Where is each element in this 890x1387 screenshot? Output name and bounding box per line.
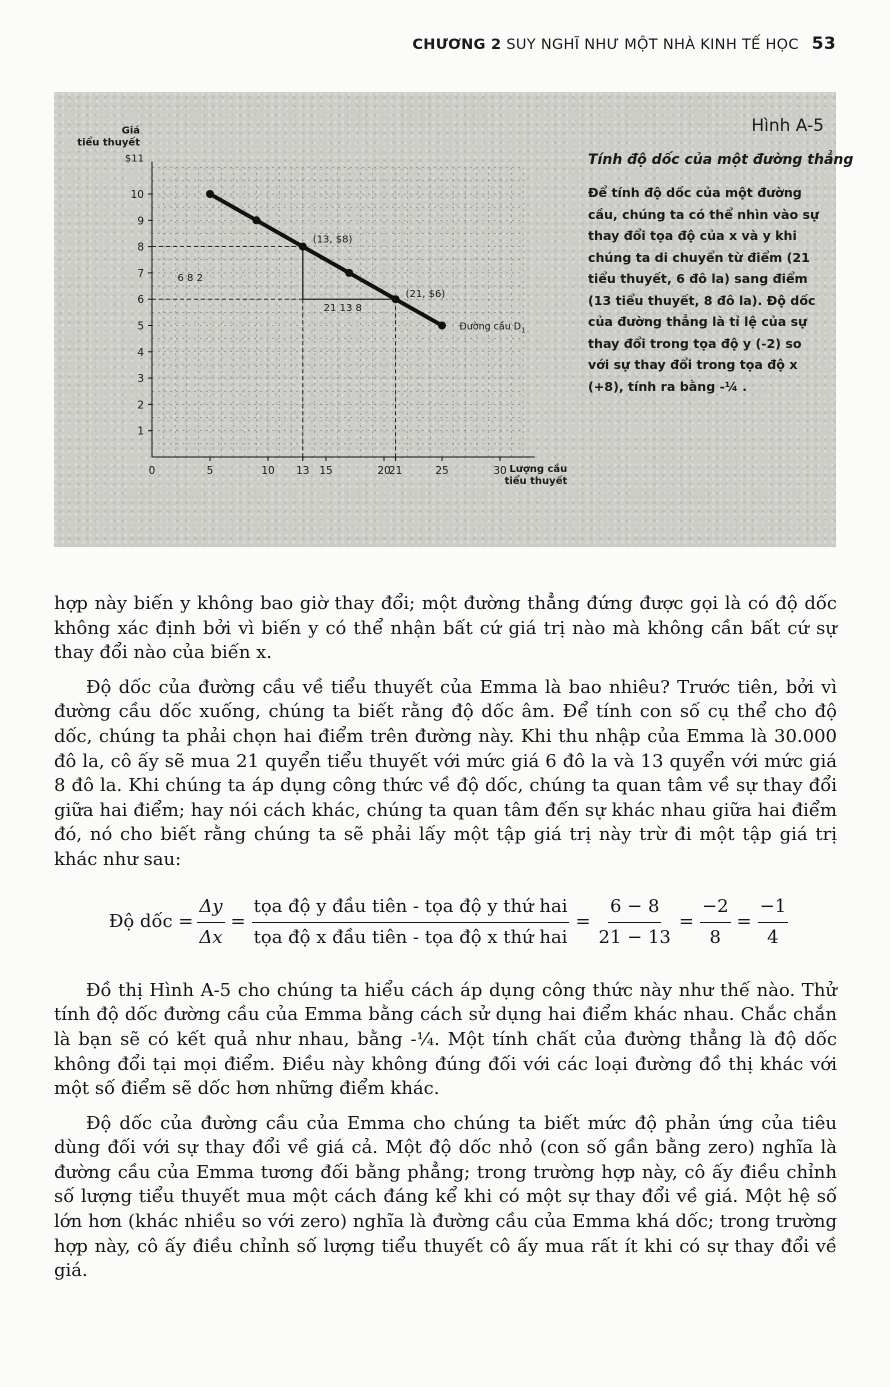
fraction-values-numerator: 6 − 8	[608, 895, 661, 924]
x-tick-label: 20	[377, 465, 391, 477]
x-axis-title: Lượng cầu	[509, 464, 568, 475]
y-axis-title: tiểu thuyết	[77, 137, 140, 149]
demand-point	[438, 322, 446, 330]
x-tick-label: 13	[296, 465, 310, 477]
paragraph-2: Độ dốc của đường cầu về tiểu thuyết của Emma là bao nhiêu? Trước tiên, bởi vì đường cầu dốc xuống, chúng ta biết rằng độ dốc âm. Để tính con số cụ thể cho độ dốc, chúng ta phải chọn hai điểm trên đường này. Khi thu nhập của Emma là 30.000 đô la, cô ấy sẽ mua 21 quyển tiểu thuyết với mức giá 6 đô la và 13 quyển với mức giá 8 đô la. Khi chúng ta áp dụng công thức về độ dốc, chúng ta quan tâm về sự thay đổi giữa hai điểm; hay nói cách khác, chúng ta quan tâm đến sự khác nhau giữa hai điểm đó, nó cho biết rằng chúng ta sẽ phải lấy một tập giá trị này trừ đi một tập giá trị khác như sau:	[54, 676, 837, 870]
body-text	[54, 592, 837, 1294]
demand-point	[392, 295, 400, 303]
slope-formula	[64, 895, 837, 951]
y-tick-label: 6	[137, 294, 144, 307]
fraction-result	[758, 895, 789, 951]
demand-point	[206, 190, 214, 198]
running-header	[0, 34, 836, 54]
y-tick-label: 3	[137, 373, 144, 386]
x-tick-label: 21	[388, 465, 403, 477]
paragraph-3: Đồ thị Hình A-5 cho chúng ta hiểu cách áp dụng công thức này như thế nào. Thử tính độ dốc đường cầu của Emma bằng cách sử dụng hai điểm khác nhau. Chắc chắn là bạn sẽ có kết quả như nhau, bằng -¼. Một tính chất của đường thẳng là độ dốc không đổi tại mọi điểm. Điều này không đúng đối với các loại đường đồ thị khác với một số điểm sẽ dốc hơn những điểm khác.	[54, 979, 837, 1100]
fraction-reduced-numerator: −2	[700, 895, 731, 924]
fraction-delta-denominator: Δx	[199, 927, 223, 949]
page-number: 53	[811, 34, 836, 54]
y-tick-label: 5	[137, 320, 144, 333]
fraction-words-numerator: tọa độ y đầu tiên - tọa độ y thứ hai	[252, 895, 570, 924]
fraction-result-numerator: −1	[758, 895, 789, 924]
x-tick-label: 25	[435, 465, 449, 477]
y-tick-label: 8	[137, 241, 144, 254]
paragraph-4: Độ dốc của đường cầu của Emma cho chúng ta biết mức độ phản ứng của tiêu dùng đối với sự thay đổi về giá cả. Một độ dốc nhỏ (con số gần bằng zero) nghĩa là đường cầu của Emma tương đối bằng phẳng; trong trường hợp này, cô ấy điều chỉnh số lượng tiểu thuyết mua một cách đáng kể khi có một sự thay đổi về giá. Một hệ số lớn hơn (khác nhiều so với zero) nghĩa là đường cầu của Emma khá dốc; trong trường hợp này, cô ấy điều chỉnh số lượng tiểu thuyết cô ấy mua rất ít khi có sự thay đổi về giá.	[54, 1112, 837, 1282]
point-label-21-6: (21, $6)	[405, 289, 446, 301]
x-tick-label: 15	[319, 465, 333, 477]
figure-label: Hình A-5	[751, 116, 824, 136]
fraction-values	[597, 895, 673, 951]
paragraph-1: hợp này biến y không bao giờ thay đổi; một đường thẳng đứng được gọi là có độ dốc không xác định bởi vì biến y có thể nhận bất cứ giá trị nào mà không cần bất cứ sự thay đổi nào của biến x.	[54, 593, 837, 664]
fraction-values-denominator: 21 − 13	[598, 927, 671, 949]
figure-title: Tính độ dốc của một đường thẳng	[588, 152, 854, 168]
demand-point	[252, 216, 260, 224]
y-tick-label: 4	[137, 346, 144, 359]
fraction-reduced-denominator: 8	[709, 927, 721, 949]
y-tick-label: 9	[137, 215, 144, 228]
figure-a5	[54, 92, 854, 547]
figure-caption: Để tính độ dốc của một đường cầu, chúng ta có thể nhìn vào sự thay đổi tọa độ của x và y khi chúng ta di chuyển từ điểm (21 tiểu thuyết, 6 đô la) sang điểm (13 tiểu thuyết, 8 đô la). Độ dốc của đường thẳng là tỉ lệ của sự thay đổi trong tọa độ y (-2) so với sự thay đổi trong tọa độ x (+8), tính ra bằng -¼ .	[588, 185, 819, 394]
demand-point	[299, 243, 307, 251]
x-tick-label: 10	[261, 465, 275, 477]
fraction-words-denominator: tọa độ x đầu tiên - tọa độ x thứ hai	[253, 927, 568, 949]
y-axis-unit: $11	[124, 153, 144, 165]
demand-curve-label: Đường cầu $D_1$	[459, 321, 526, 335]
demand-chart	[54, 92, 588, 547]
chapter-label: CHƯƠNG 2	[412, 37, 502, 53]
vertical-change-label: 6 8 2	[177, 272, 203, 284]
y-tick-label: 1	[137, 425, 144, 438]
x-tick-label: 30	[493, 465, 507, 477]
fraction-delta-numerator: Δy	[197, 895, 224, 924]
equals-sign: =	[736, 911, 752, 933]
equals-sign: =	[678, 911, 694, 933]
y-tick-label: 7	[137, 267, 144, 280]
horizontal-change-label: 21 13 8	[323, 303, 362, 315]
y-tick-label: 2	[137, 399, 144, 412]
x-tick-label: 0	[148, 465, 156, 477]
fraction-reduced	[700, 895, 731, 951]
y-tick-label: 10	[130, 189, 144, 201]
x-tick-label: 5	[206, 465, 214, 477]
y-axis-title: Giá	[121, 125, 140, 137]
x-axis-title: tiểu thuyết	[504, 476, 568, 487]
fraction-words	[252, 895, 570, 951]
demand-point	[345, 269, 353, 277]
equals-sign: =	[230, 911, 246, 933]
point-label-13-8: (13, $8)	[312, 234, 353, 246]
fraction-result-denominator: 4	[767, 927, 779, 949]
equals-sign: =	[575, 911, 591, 933]
chapter-title: SUY NGHĨ NHƯ MỘT NHÀ KINH TẾ HỌC	[506, 37, 799, 53]
fraction-delta	[197, 895, 224, 951]
formula-lhs: Độ dốc =	[108, 911, 194, 933]
